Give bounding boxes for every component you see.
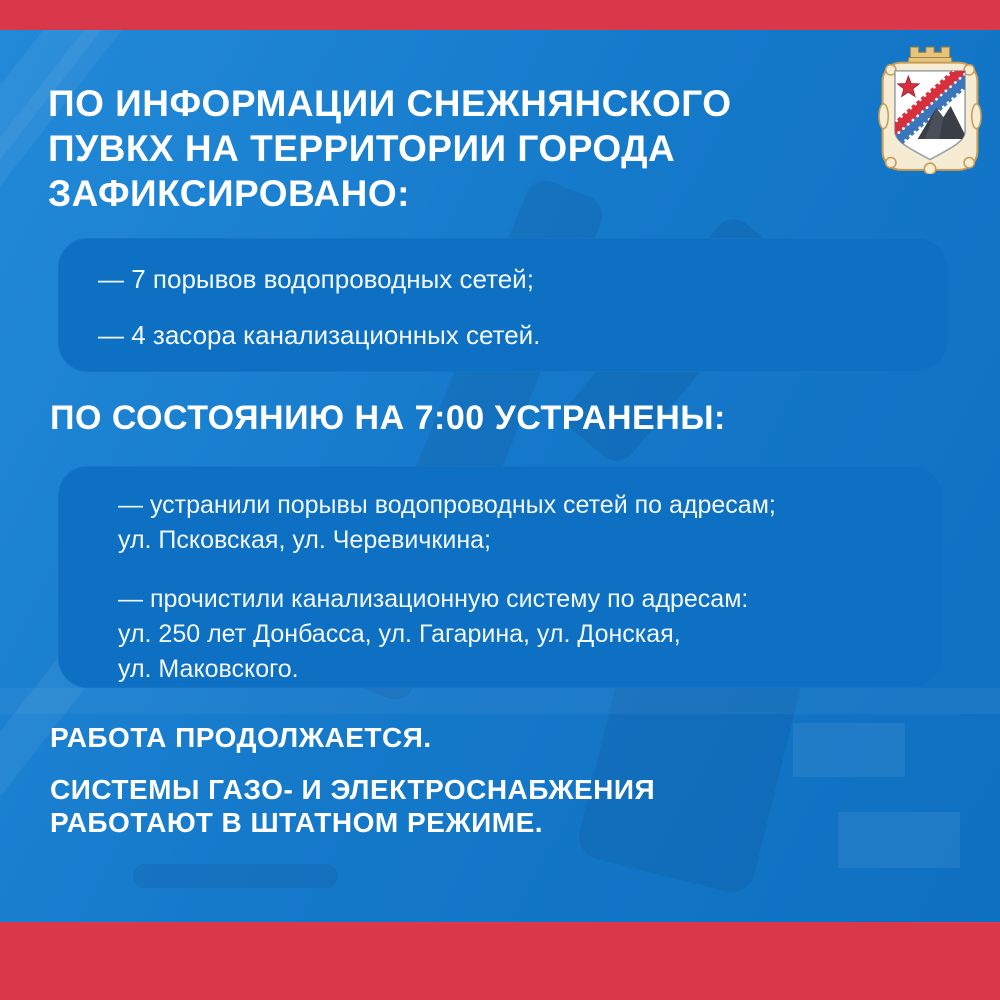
footer-systems-line: СИСТЕМЫ ГАЗО- И ЭЛЕКТРОСНАБЖЕНИЯ [50,774,656,805]
incidents-panel [58,238,948,372]
crown-icon [908,47,951,64]
bottom-red-bar [0,922,1000,1000]
background-highlight [793,723,905,777]
status-heading: ПО СОСТОЯНИЮ НА 7:00 УСТРАНЕНЫ: [50,399,726,437]
footer-systems [50,773,655,839]
background-watermark [133,864,338,888]
snezhnoye-coat-of-arms-icon [878,42,982,174]
top-red-bar [0,0,1000,30]
resolved-item-line: ул. 250 лет Донбасса, ул. Гагарина, ул. Донская, [118,620,681,648]
resolved-item [118,582,913,687]
background-highlight [838,812,960,868]
footer-systems-line: РАБОТАЮТ В ШТАТНОМ РЕЖИМЕ. [50,807,544,838]
incident-item: — 4 засора канализационных сетей. [98,320,541,350]
resolved-item-line: ул. Маковского. [118,655,299,683]
page-title-line: ПУВКХ НА ТЕРРИТОРИИ ГОРОДА [48,128,676,169]
page-title-line: ЗАФИКСИРОВАНО: [48,173,410,214]
resolved-item-line: — устранили порывы водопроводных сетей по адресам; [118,491,776,519]
incident-item: — 7 порывов водопроводных сетей; [98,264,534,294]
resolved-item-line: ул. Псковская, ул. Черевичкина; [118,526,491,554]
page-title [48,81,732,216]
resolved-item-line: — прочистили канализационную систему по адресам: [118,585,749,613]
resolved-panel [58,466,943,688]
background-highlight [0,688,1000,714]
footer-status: РАБОТА ПРОДОЛЖАЕТСЯ. [50,722,432,753]
resolved-item [118,488,913,558]
page-title-line: ПО ИНФОРМАЦИИ СНЕЖНЯНСКОГО [48,83,732,124]
